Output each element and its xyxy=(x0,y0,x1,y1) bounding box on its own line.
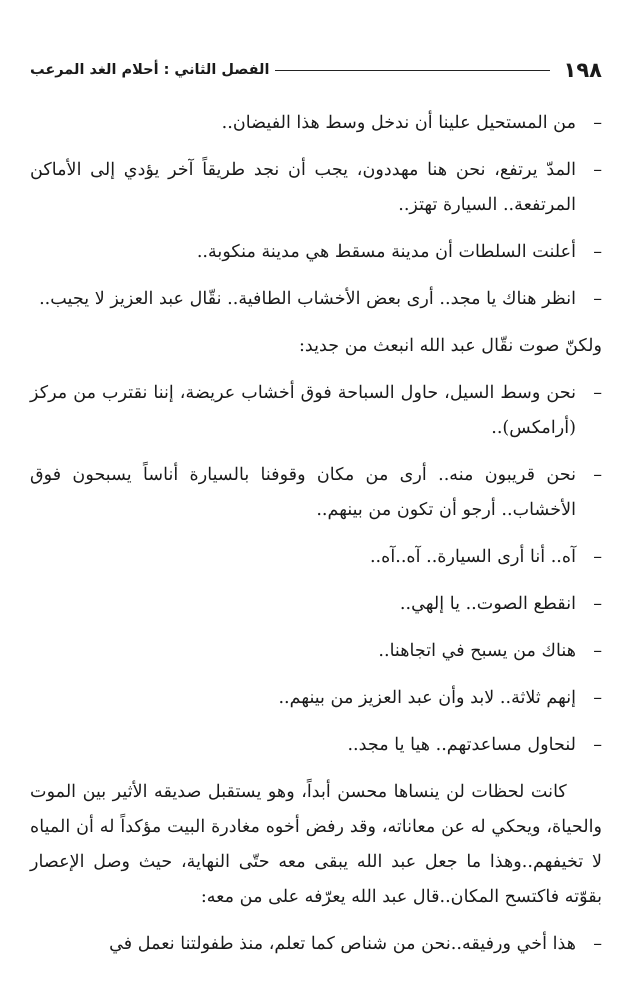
dash-mark: – xyxy=(593,113,602,133)
dash-mark: – xyxy=(593,242,602,262)
dash-mark: – xyxy=(593,934,602,954)
dash-mark: – xyxy=(593,547,602,567)
dash-mark: – xyxy=(593,688,602,708)
narration-paragraph: كانت لحظات لن ينساها محسن أبداً، وهو يستقبل صديقه الأثير بين الموت والحياة، ويحكي له عن معاناته، وقد رفض أخوه مغادرة البيت مؤكداً له أن المياه لا تخيفهم..وهذا ما جعل عبد الله يبقى معه حتّى النهاية، حيث وصل الإعصار بقوّته فاكتسح المكان..قال عبد الله يعرّفه على من معه: xyxy=(30,782,603,907)
dialogue-line xyxy=(30,153,602,223)
header-rule xyxy=(275,70,549,71)
page-body xyxy=(30,106,602,962)
page-header xyxy=(30,52,602,88)
dialogue-text: آه.. أنا أرى السيارة.. آه..آه.. xyxy=(369,547,576,567)
dialogue-line xyxy=(30,681,602,716)
running-title: الفصل الثاني : أحلام الغد المرعب xyxy=(30,62,270,78)
dialogue-line xyxy=(30,235,602,270)
dialogue-text: لنحاول مساعدتهم.. هيا يا مجد.. xyxy=(347,735,576,755)
dash-mark: – xyxy=(593,383,602,403)
dialogue-line xyxy=(30,634,602,669)
dialogue-text: نحن وسط السيل، حاول السباحة فوق أخشاب عريضة، إننا نقترب من مركز (أرامكس).. xyxy=(30,383,576,438)
dash-mark: – xyxy=(593,735,602,755)
dialogue-line xyxy=(30,587,602,622)
dialogue-text: انقطع الصوت.. يا إلهي.. xyxy=(399,594,576,614)
dialogue-text: هناك من يسبح في اتجاهنا.. xyxy=(378,641,576,661)
dialogue-line xyxy=(30,540,602,575)
dialogue-line xyxy=(30,282,602,317)
dialogue-line xyxy=(30,927,602,962)
dash-mark: – xyxy=(593,641,602,661)
dialogue-text: أعلنت السلطات أن مدينة مسقط هي مدينة منكوبة.. xyxy=(196,242,576,262)
dialogue-line xyxy=(30,376,602,446)
dialogue-line xyxy=(30,458,602,528)
dash-mark: – xyxy=(593,160,602,180)
dialogue-text: نحن قريبون منه.. أرى من مكان وقوفنا بالسيارة أناساً يسبحون فوق الأخشاب.. أرجو أن تكون من بينهم.. xyxy=(30,465,576,520)
dialogue-line xyxy=(30,106,602,141)
dialogue-line xyxy=(30,728,602,763)
page-number: ١٩٨ xyxy=(563,58,602,82)
dialogue-text: المدّ يرتفع، نحن هنا مهددون، يجب أن نجد طريقاً آخر يؤدي إلى الأماكن المرتفعة.. السيارة تهتز.. xyxy=(30,160,576,215)
dash-mark: – xyxy=(593,465,602,485)
dash-mark: – xyxy=(593,289,602,309)
dash-mark: – xyxy=(593,594,602,614)
book-page xyxy=(30,52,602,1000)
dialogue-text: من المستحيل علينا أن ندخل وسط هذا الفيضان.. xyxy=(221,113,576,133)
narration-line: ولكنّ صوت نقّال عبد الله انبعث من جديد: xyxy=(298,336,602,356)
dialogue-text: هذا أخي ورفيقه..نحن من شناص كما تعلم، منذ طفولتنا نعمل في xyxy=(109,934,576,954)
dialogue-text: انظر هناك يا مجد.. أرى بعض الأخشاب الطافية.. نقّال عبد العزيز لا يجيب.. xyxy=(39,289,576,309)
dialogue-text: إنهم ثلاثة.. لابد وأن عبد العزيز من بينهم.. xyxy=(278,688,576,708)
